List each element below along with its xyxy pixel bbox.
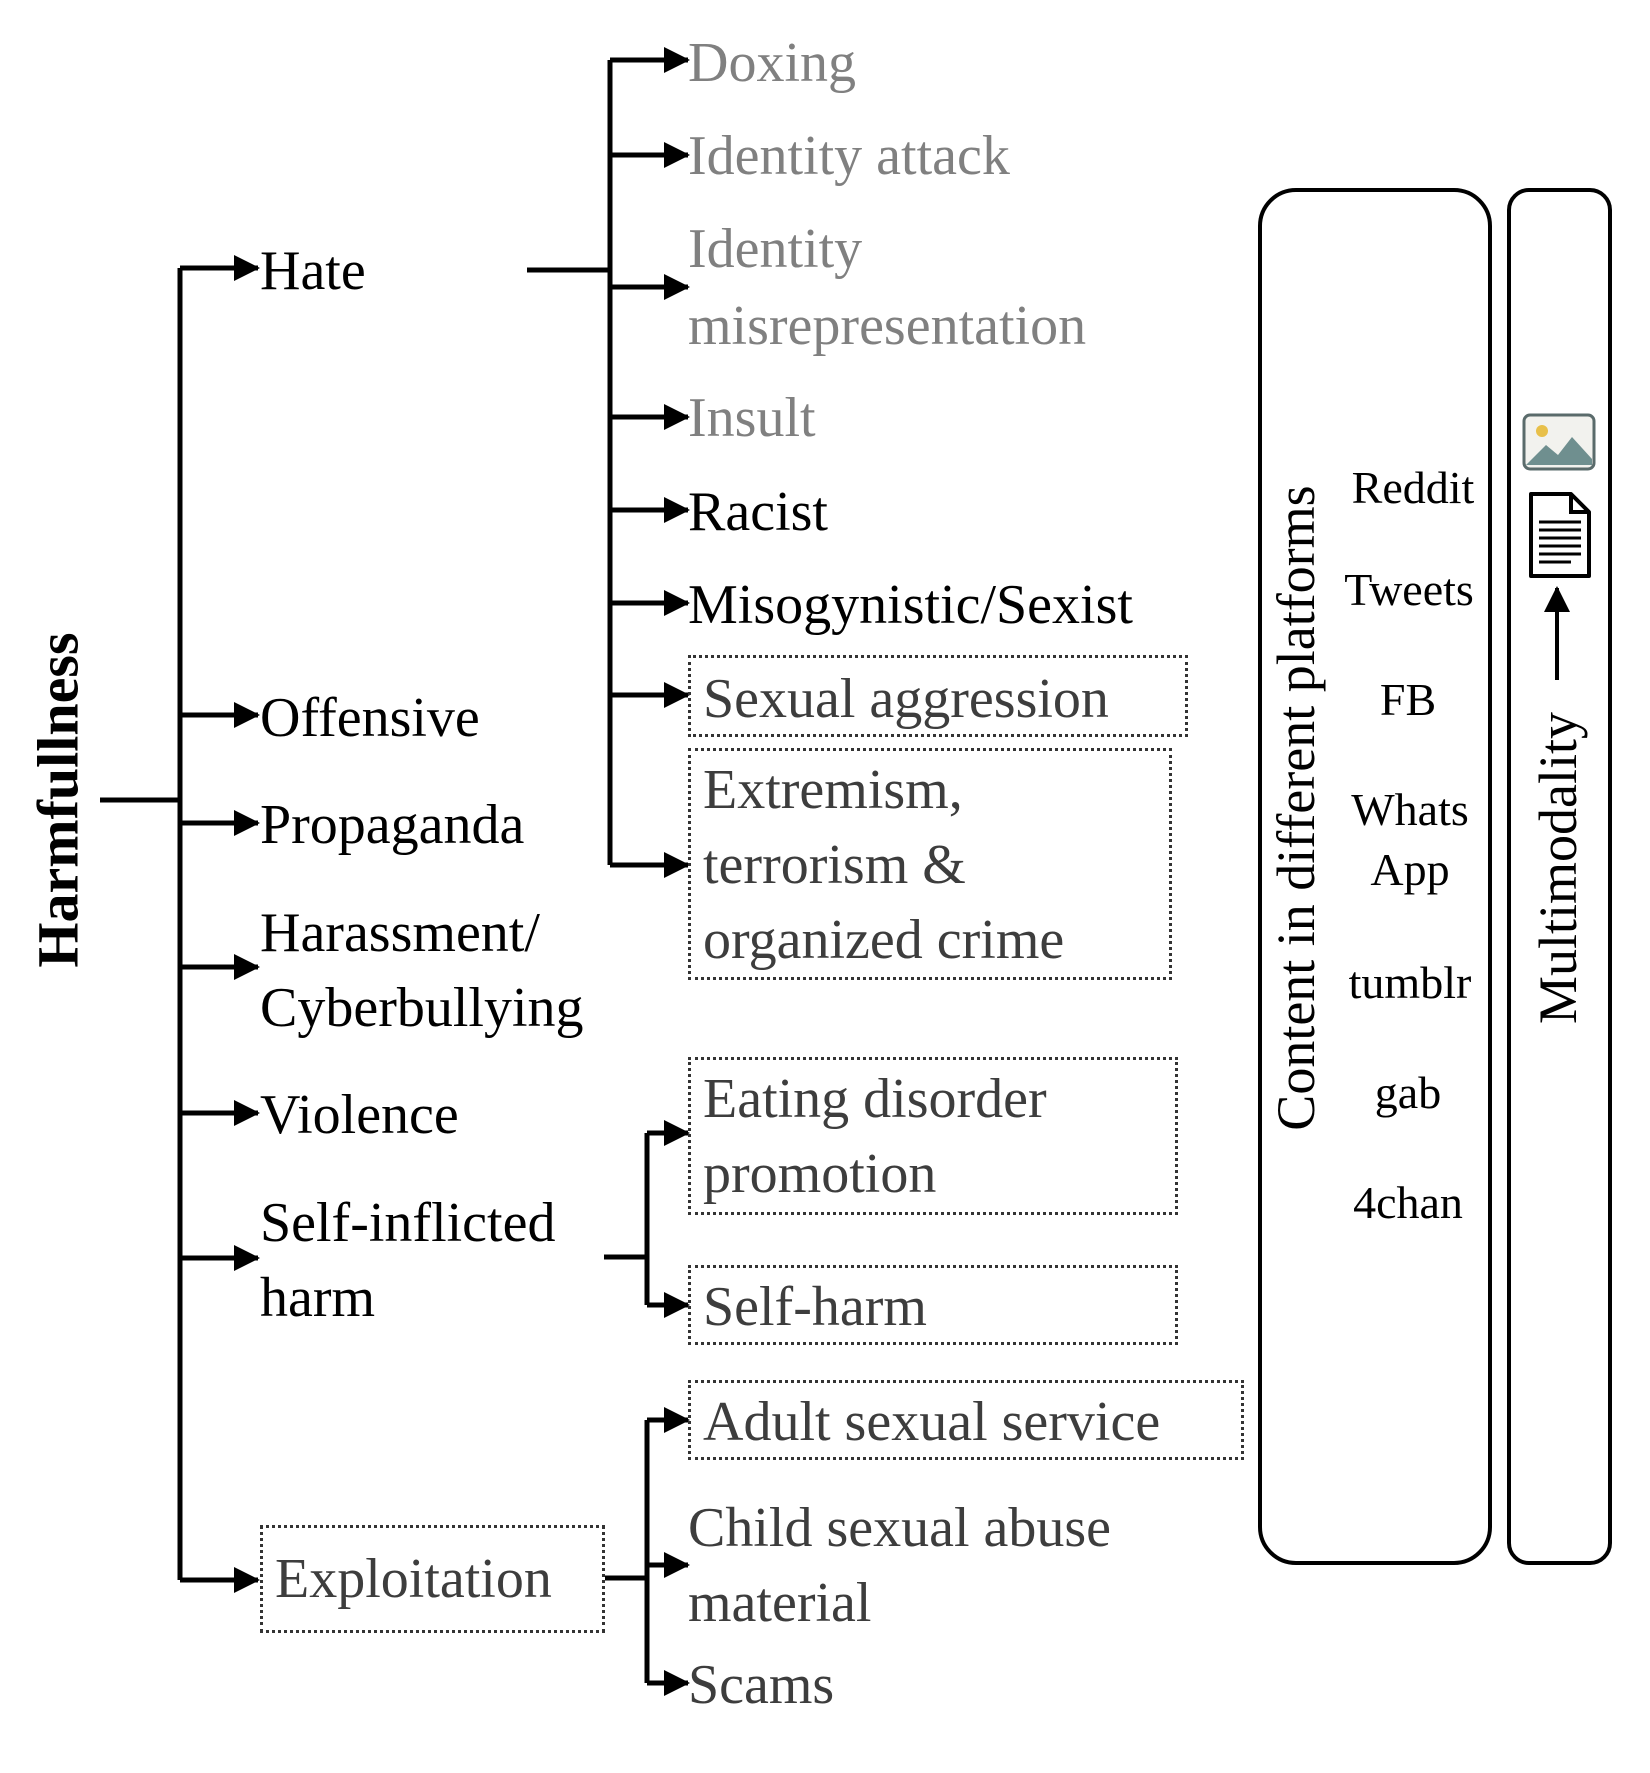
category-harassment-line1: Harassment/: [260, 902, 540, 964]
category-hate: Hate: [260, 240, 366, 302]
platform-fb: FB: [1379, 674, 1437, 725]
document-icon: [1527, 490, 1593, 580]
platform-app: App: [1370, 844, 1450, 895]
subcategory-racist: Racist: [688, 481, 828, 543]
subcategory-extremism-line2: terrorism &: [703, 834, 966, 896]
subcategory-extremism-line1: Extremism,: [703, 759, 963, 821]
subcategory-adult-service: Adult sexual service: [703, 1391, 1161, 1453]
subcategory-insult: Insult: [688, 387, 816, 449]
subcategory-eating-disorder-box: [688, 1057, 1178, 1215]
subcategory-extremism-box: [688, 748, 1172, 980]
subcategory-identity-attack: Identity attack: [688, 125, 1010, 187]
subcategory-csam-line1: Child sexual abuse: [688, 1497, 1112, 1559]
category-self-inflicted-line1: Self-inflicted: [260, 1192, 556, 1254]
platform-tumblr: tumblr: [1348, 957, 1472, 1008]
platform-reddit: Reddit: [1351, 462, 1475, 513]
multimodality-panel-title: Multimodality: [1528, 711, 1588, 1025]
category-exploitation-box: [260, 1525, 605, 1633]
subcategory-doxing: Doxing: [688, 32, 856, 94]
category-self-inflicted-line2: harm: [260, 1267, 376, 1329]
subcategory-identity-misrep-line1: Identity: [688, 218, 863, 280]
platform-whats: Whats: [1351, 784, 1469, 835]
category-exploitation: Exploitation: [275, 1548, 552, 1610]
platform-4chan: 4chan: [1353, 1177, 1463, 1228]
category-propaganda: Propaganda: [260, 794, 525, 856]
subcategory-sexual-aggression: Sexual aggression: [703, 668, 1109, 730]
subcategory-misogynistic: Misogynistic/Sexist: [688, 574, 1133, 636]
category-offensive: Offensive: [260, 687, 480, 749]
subcategory-self-harm-box: [688, 1265, 1178, 1345]
platforms-panel-title: Content in different platforms: [1266, 485, 1326, 1131]
platform-gab: gab: [1374, 1067, 1442, 1118]
subcategory-self-harm: Self-harm: [703, 1276, 927, 1338]
platform-tweets: Tweets: [1344, 564, 1474, 615]
subcategory-eating-line1: Eating disorder: [703, 1068, 1047, 1130]
category-violence: Violence: [260, 1084, 459, 1146]
root-label: Harmfullness: [25, 632, 91, 968]
category-harassment-line2: Cyberbullying: [260, 977, 584, 1039]
subcategory-sexual-aggression-box: [688, 655, 1188, 737]
subcategory-scams: Scams: [688, 1654, 835, 1716]
subcategory-identity-misrep-line2: misrepresentation: [688, 295, 1087, 357]
subcategory-extremism-line3: organized crime: [703, 909, 1065, 971]
subcategory-csam-line2: material: [688, 1572, 872, 1634]
subcategory-adult-service-box: [688, 1380, 1244, 1460]
subcategory-eating-line2: promotion: [703, 1143, 937, 1205]
image-icon: [1522, 413, 1596, 471]
